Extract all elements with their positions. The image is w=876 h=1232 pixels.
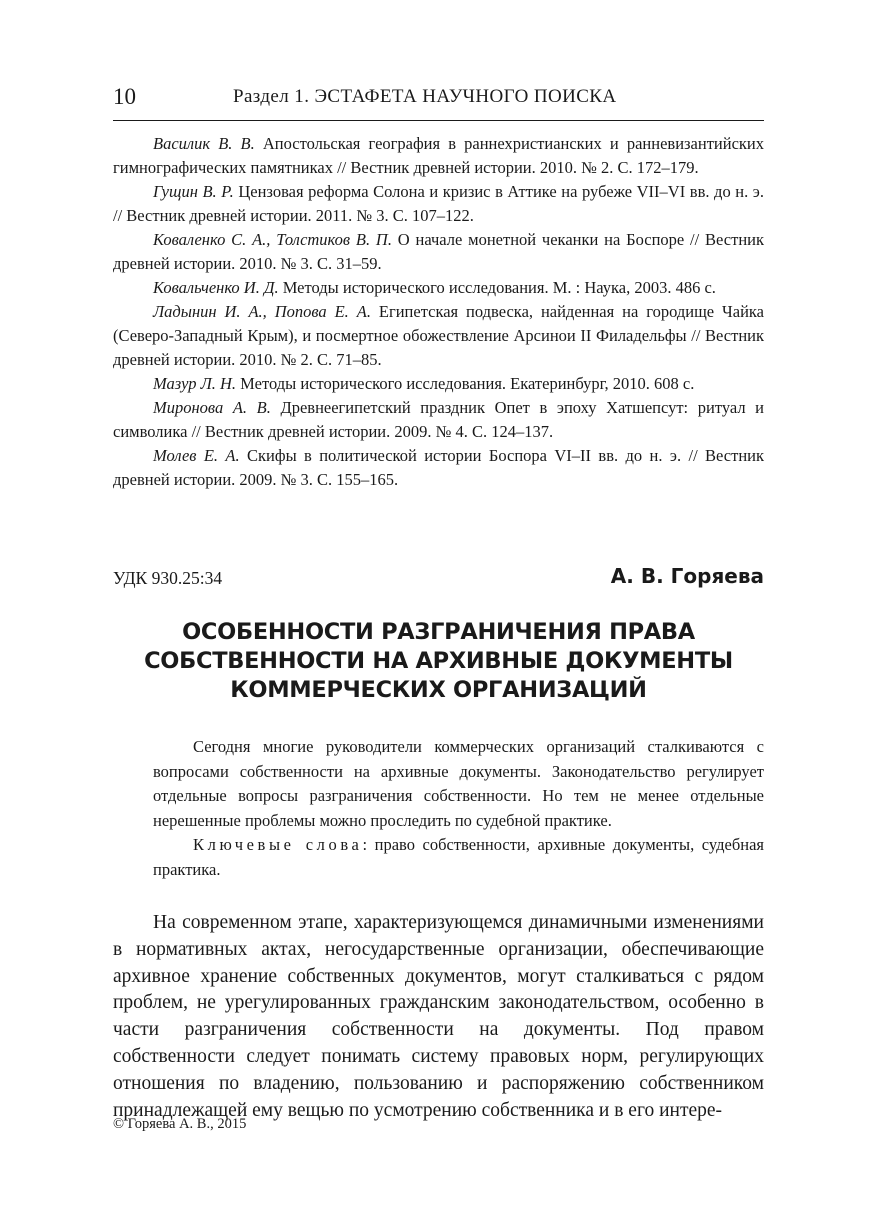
article-title [113,618,764,705]
keywords-label: Ключевые слова [193,835,363,854]
reference-text: Цензовая реформа Солона и кризис в Аттике на рубеже VII–VI вв. до н. э. // Вестник древней истории. 2011. № 3. С. 107–122. [113,182,764,225]
reference-text: О начале монетной чеканки на Боспоре // Вестник древней истории. 2010. № 3. С. 31–59. [113,230,764,273]
body-paragraph: На современном этапе, характеризующемся динамичными изменениями в нормативных актах, негосударственные организации, обеспечивающие архивное хранение собственных документов, могут сталкиваться с рядом проблем, не урегулированных гражданским законодательством, особенно в части разграничения собственности на документы. Под правом собственности следует понимать систему правовых норм, регулирующих отношения по владению, пользованию и распоряжению собственником принадлежащей ему вещью по усмотрению собственника и в его интере- [113,912,764,1121]
reference-text: Древнеегипетский праздник Опет в эпоху Хатшепсут: ритуал и символика // Вестник древней истории. 2009. № 4. С. 124–137. [113,398,764,441]
reference-author: Миронова А. В. [153,398,271,417]
reference-author: Гущин В. Р. [153,182,234,201]
reference-item [113,180,764,228]
reference-item [113,300,764,372]
running-head: Раздел 1. ЭСТАФЕТА НАУЧНОГО ПОИСКА [233,86,617,107]
title-line: КОММЕРЧЕСКИХ ОРГАНИЗАЦИЙ [230,677,647,703]
title-line: СОБСТВЕННОСТИ НА АРХИВНЫЕ ДОКУМЕНТЫ [144,648,733,674]
reference-text: Скифы в политической истории Боспора VI–II вв. до н. э. // Вестник древней истории. 2009. № 3. С. 155–165. [113,446,765,489]
reference-item [113,276,764,300]
title-line: ОСОБЕННОСТИ РАЗГРАНИЧЕНИЯ ПРАВА [182,619,695,645]
abstract [153,735,764,882]
reference-item [113,132,764,180]
abstract-text: Сегодня многие руководители коммерческих организаций сталкиваются с вопросами собственности на архивные документы. Законодательство регулирует отдельные вопросы разграничения собственности. Но тем не менее отдельные нерешенные проблемы можно проследить по судебной практике. [153,737,764,830]
article-body [113,910,764,1124]
reference-author: Василик В. В. [153,134,255,153]
reference-author: Мазур Л. Н. [153,374,237,393]
reference-text: Египетская подвеска, найденная на городище Чайка (Северо-Западный Крым), и посмертное обожествление Арсинои II Филадельфы // Вестник древней истории. 2010. № 2. С. 71–85. [113,302,765,369]
udk-code: УДК 930.25:34 [113,568,223,588]
header-divider [113,120,764,121]
reference-item [113,228,764,276]
reference-item [113,444,764,492]
reference-text: Методы исторического исследования. Екатеринбург, 2010. 608 с. [236,374,695,393]
article-author: А. В. Горяева [610,564,764,588]
reference-item [113,372,764,396]
reference-text: Методы исторического исследования. М. : Наука, 2003. 486 с. [278,278,716,297]
reference-author: Коваленко С. А., Толстиков В. П. [153,230,392,249]
reference-list [113,132,764,492]
reference-author: Ковальченко И. Д. [153,278,279,297]
keywords-text: : право собственности, архивные документы, судебная практика. [153,835,764,879]
reference-author: Молев Е. А. [153,446,240,465]
reference-author: Ладынин И. А., Попова Е. А. [153,302,371,321]
keywords [153,833,764,882]
page-number: 10 [113,84,136,109]
reference-text: Апостольская география в раннехристианских и ранневизантийских гимнографических памятниках // Вестник древней истории. 2010. № 2. С. 172–179. [113,134,764,177]
reference-item [113,396,764,444]
copyright-notice: © Горяева А. В., 2015 [113,1116,247,1132]
